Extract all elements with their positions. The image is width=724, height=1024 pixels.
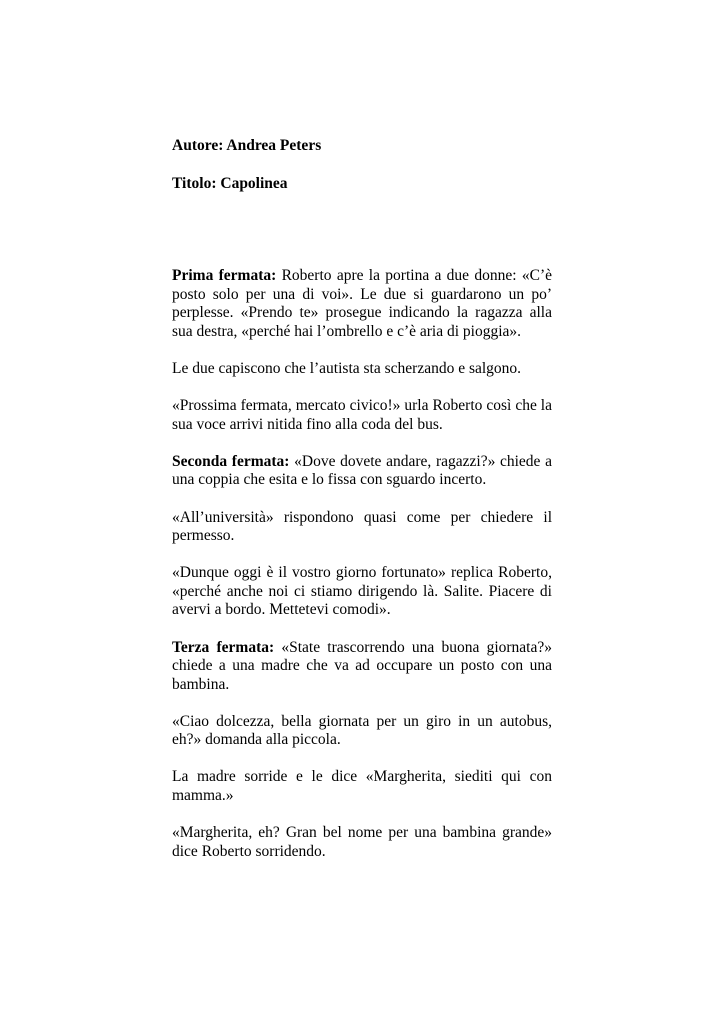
paragraph — [172, 397, 552, 434]
paragraph-text: Roberto apre la portina a due donne: «C’è posto solo per una di voi». Le due si guardarono un po’ perplesse. «Prendo te» prosegue indicando la ragazza alla sua destra, «perché hai l’ombrello e c’è aria di pioggia». — [172, 267, 552, 340]
paragraph-text: Le due capiscono che l’autista sta scherzando e salgono. — [172, 360, 522, 378]
stop-label: Prima fermata: — [172, 267, 277, 285]
stop-label: Terza fermata: — [172, 638, 275, 656]
paragraph — [172, 453, 552, 490]
paragraph-text: «Dunque oggi è il vostro giorno fortunato» replica Roberto, «perché anche noi ci stiamo dirigendo là. Salite. Piacere di avervi a bordo. Mettetevi comodi». — [172, 564, 552, 619]
paragraph — [172, 768, 552, 805]
paragraph-text: La madre sorride e le dice «Margherita, siediti qui con mamma.» — [172, 768, 552, 805]
paragraph-text: «Ciao dolcezza, bella giornata per un giro in un autobus, eh?» domanda alla piccola. — [172, 712, 552, 749]
paragraph-text: «Dove dovete andare, ragazzi?» chiede a una coppia che esita e lo fissa con sguardo incerto. — [172, 452, 552, 489]
title-line: Titolo: Capolinea — [172, 174, 288, 192]
paragraph-text: «All’università» rispondono quasi come per chiedere il permesso. — [172, 508, 552, 545]
paragraph-text: «Prossima fermata, mercato civico!» urla Roberto così che la sua voce arrivi nitida fino alla coda del bus. — [172, 397, 552, 433]
paragraph — [172, 564, 552, 620]
paragraph-text: «State trascorrendo una buona giornata?» chiede a una madre che va ad occupare un posto con una bambina. — [172, 638, 552, 693]
paragraph — [172, 639, 552, 695]
paragraph — [172, 267, 552, 341]
author-line: Autore: Andrea Peters — [172, 137, 322, 154]
paragraph-text: «Margherita, eh? Gran bel nome per una bambina grande» dice Roberto sorridendo. — [172, 824, 552, 860]
paragraph — [172, 713, 552, 750]
paragraph — [172, 824, 552, 861]
story-text — [172, 267, 552, 861]
paragraph — [172, 509, 552, 546]
document-body — [172, 137, 552, 880]
stop-label: Seconda fermata: — [172, 452, 290, 470]
paragraph — [172, 360, 552, 379]
